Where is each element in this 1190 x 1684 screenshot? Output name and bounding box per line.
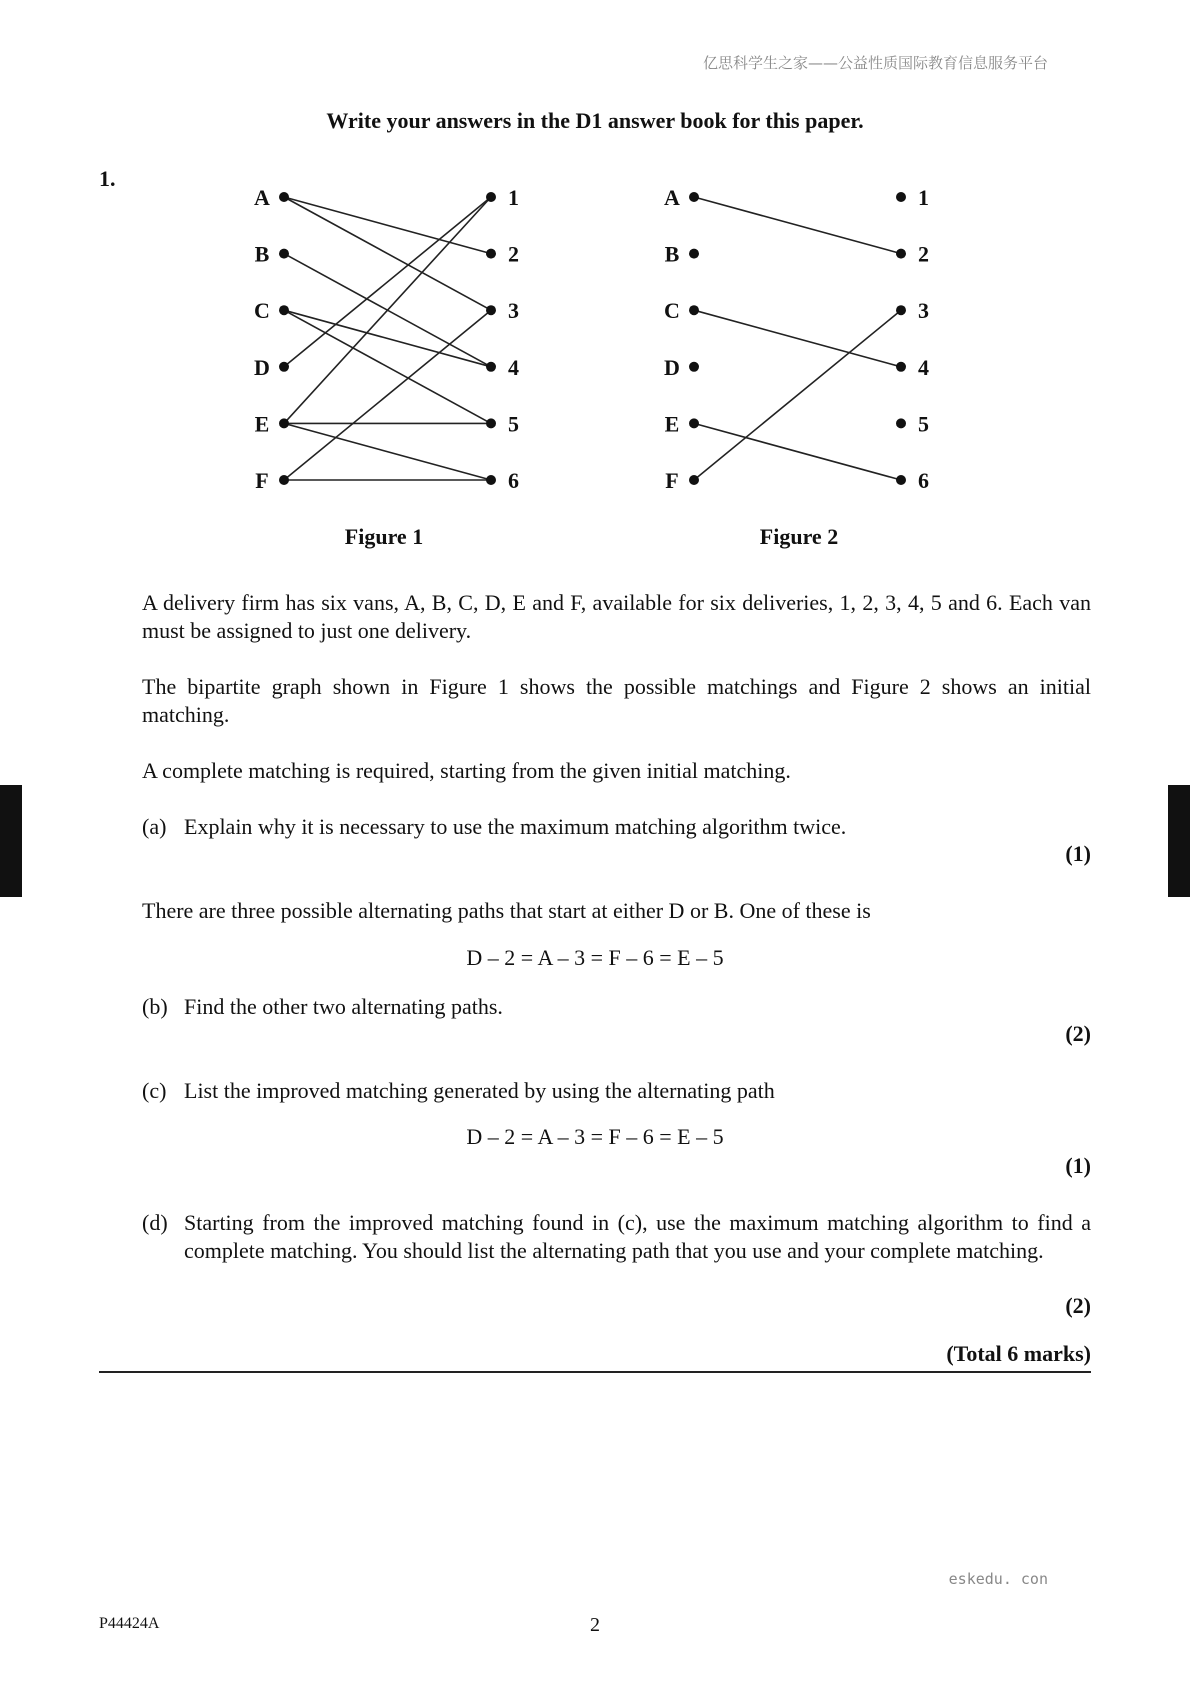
- node-label-left-A: A: [664, 185, 680, 210]
- edge-D-1: [284, 197, 491, 367]
- intro-paragraph-3: A complete matching is required, starting from the given initial matching.: [142, 758, 791, 783]
- edge-F-3: [694, 310, 901, 480]
- node-label-right-3: 3: [918, 298, 929, 324]
- watermark-header: 亿思科学生之家——公益性质国际教育信息服务平台: [702, 54, 1048, 72]
- edge-F-3: [284, 310, 491, 480]
- part-c-label: (c): [142, 1078, 167, 1103]
- intro-paragraph-2: The bipartite graph shown in Figure 1 shows the possible matchings and Figure 2 shows an initial matching.: [142, 674, 1091, 727]
- part-b-label: (b): [142, 994, 168, 1019]
- node-right-1: [486, 192, 496, 202]
- left-margin-bar: [0, 785, 22, 897]
- node-left-E: [689, 418, 699, 428]
- node-label-right-3: 3: [508, 298, 519, 324]
- edge-C-4: [284, 310, 491, 367]
- part-b-text: Find the other two alternating paths.: [184, 994, 503, 1019]
- node-label-right-2: 2: [508, 241, 519, 267]
- part-c: [142, 1077, 1091, 1105]
- figure-2-graph: [664, 185, 929, 493]
- node-label-left-E: E: [664, 411, 680, 437]
- node-left-C: [689, 305, 699, 315]
- part-b: [142, 993, 1091, 1021]
- part-c-path: D – 2 = A – 3 = F – 6 = E – 5: [466, 1124, 724, 1149]
- node-label-left-A: A: [254, 185, 270, 210]
- node-label-left-F: F: [255, 468, 269, 493]
- node-left-E: [279, 418, 289, 428]
- figure-1-caption: Figure 1: [344, 524, 424, 549]
- part-d-marks: (2): [1065, 1293, 1091, 1318]
- node-label-right-6: 6: [918, 468, 929, 493]
- node-label-left-C: C: [254, 298, 270, 324]
- right-margin-bar: [1168, 785, 1190, 897]
- node-left-C: [279, 305, 289, 315]
- part-a: [142, 813, 1091, 841]
- bipartite-figures: [0, 0, 1190, 560]
- node-left-D: [279, 362, 289, 372]
- figure-2-caption: Figure 2: [759, 524, 839, 549]
- node-label-left-C: C: [664, 298, 680, 324]
- node-left-B: [689, 249, 699, 259]
- node-label-right-1: 1: [918, 185, 929, 210]
- part-a-marks: (1): [1065, 841, 1091, 866]
- edge-A-3: [284, 197, 491, 310]
- edge-E-6: [284, 423, 491, 480]
- node-left-A: [279, 192, 289, 202]
- node-right-3: [896, 305, 906, 315]
- part-d-text: Starting from the improved matching found in (c), use the maximum matching algorithm to find a complete matching. You should list the alternating path that you use and your complete matching.: [184, 1210, 1091, 1263]
- node-right-5: [896, 418, 906, 428]
- intro-paragraph-1: A delivery firm has six vans, A, B, C, D, E and F, available for six deliveries, 1, 2, 3, 4, 5 and 6. Each van must be assigned to just one delivery.: [142, 590, 1091, 643]
- node-right-3: [486, 305, 496, 315]
- node-right-2: [486, 249, 496, 259]
- node-label-left-B: B: [664, 241, 680, 267]
- edge-A-2: [694, 197, 901, 254]
- edge-E-6: [694, 423, 901, 480]
- node-label-right-4: 4: [918, 354, 929, 380]
- edge-C-4: [694, 310, 901, 367]
- part-a-label: (a): [142, 814, 167, 839]
- node-label-left-E: E: [254, 411, 270, 437]
- node-left-D: [689, 362, 699, 372]
- node-label-right-5: 5: [508, 411, 519, 437]
- node-label-left-B: B: [254, 241, 270, 267]
- node-right-5: [486, 418, 496, 428]
- part-c-marks: (1): [1065, 1153, 1091, 1178]
- page-instruction: Write your answers in the D1 answer book for this paper.: [326, 108, 864, 133]
- edge-E-1: [284, 197, 491, 423]
- part-d: [142, 1209, 1091, 1265]
- node-left-F: [689, 475, 699, 485]
- node-right-2: [896, 249, 906, 259]
- page-number: 2: [590, 1614, 600, 1636]
- part-d-label: (d): [142, 1210, 168, 1235]
- node-label-right-6: 6: [508, 468, 519, 493]
- node-left-F: [279, 475, 289, 485]
- watermark-footer: eskedu. con: [948, 1570, 1048, 1588]
- node-label-left-D: D: [254, 354, 270, 380]
- node-label-right-5: 5: [918, 411, 929, 437]
- question-number: 1.: [99, 166, 116, 191]
- part-b-marks: (2): [1065, 1021, 1091, 1046]
- figure-1-graph: [254, 185, 519, 493]
- node-right-6: [486, 475, 496, 485]
- total-marks: (Total 6 marks): [946, 1341, 1091, 1366]
- node-label-right-4: 4: [508, 354, 519, 380]
- node-right-4: [486, 362, 496, 372]
- part-a-text: Explain why it is necessary to use the maximum matching algorithm twice.: [184, 814, 847, 839]
- node-label-left-F: F: [665, 468, 679, 493]
- node-right-4: [896, 362, 906, 372]
- alternating-path: D – 2 = A – 3 = F – 6 = E – 5: [466, 945, 724, 970]
- node-label-left-D: D: [664, 354, 680, 380]
- part-c-text: List the improved matching generated by using the alternating path: [184, 1078, 775, 1103]
- paths-intro: There are three possible alternating paths that start at either D or B. One of these is: [142, 898, 871, 923]
- node-left-B: [279, 249, 289, 259]
- node-label-right-2: 2: [918, 241, 929, 267]
- edge-C-5: [284, 310, 491, 423]
- paper-code: P44424A: [99, 1615, 160, 1632]
- node-label-right-1: 1: [508, 185, 519, 210]
- node-right-6: [896, 475, 906, 485]
- question-divider: [99, 1371, 1091, 1373]
- node-right-1: [896, 192, 906, 202]
- node-left-A: [689, 192, 699, 202]
- edge-A-2: [284, 197, 491, 254]
